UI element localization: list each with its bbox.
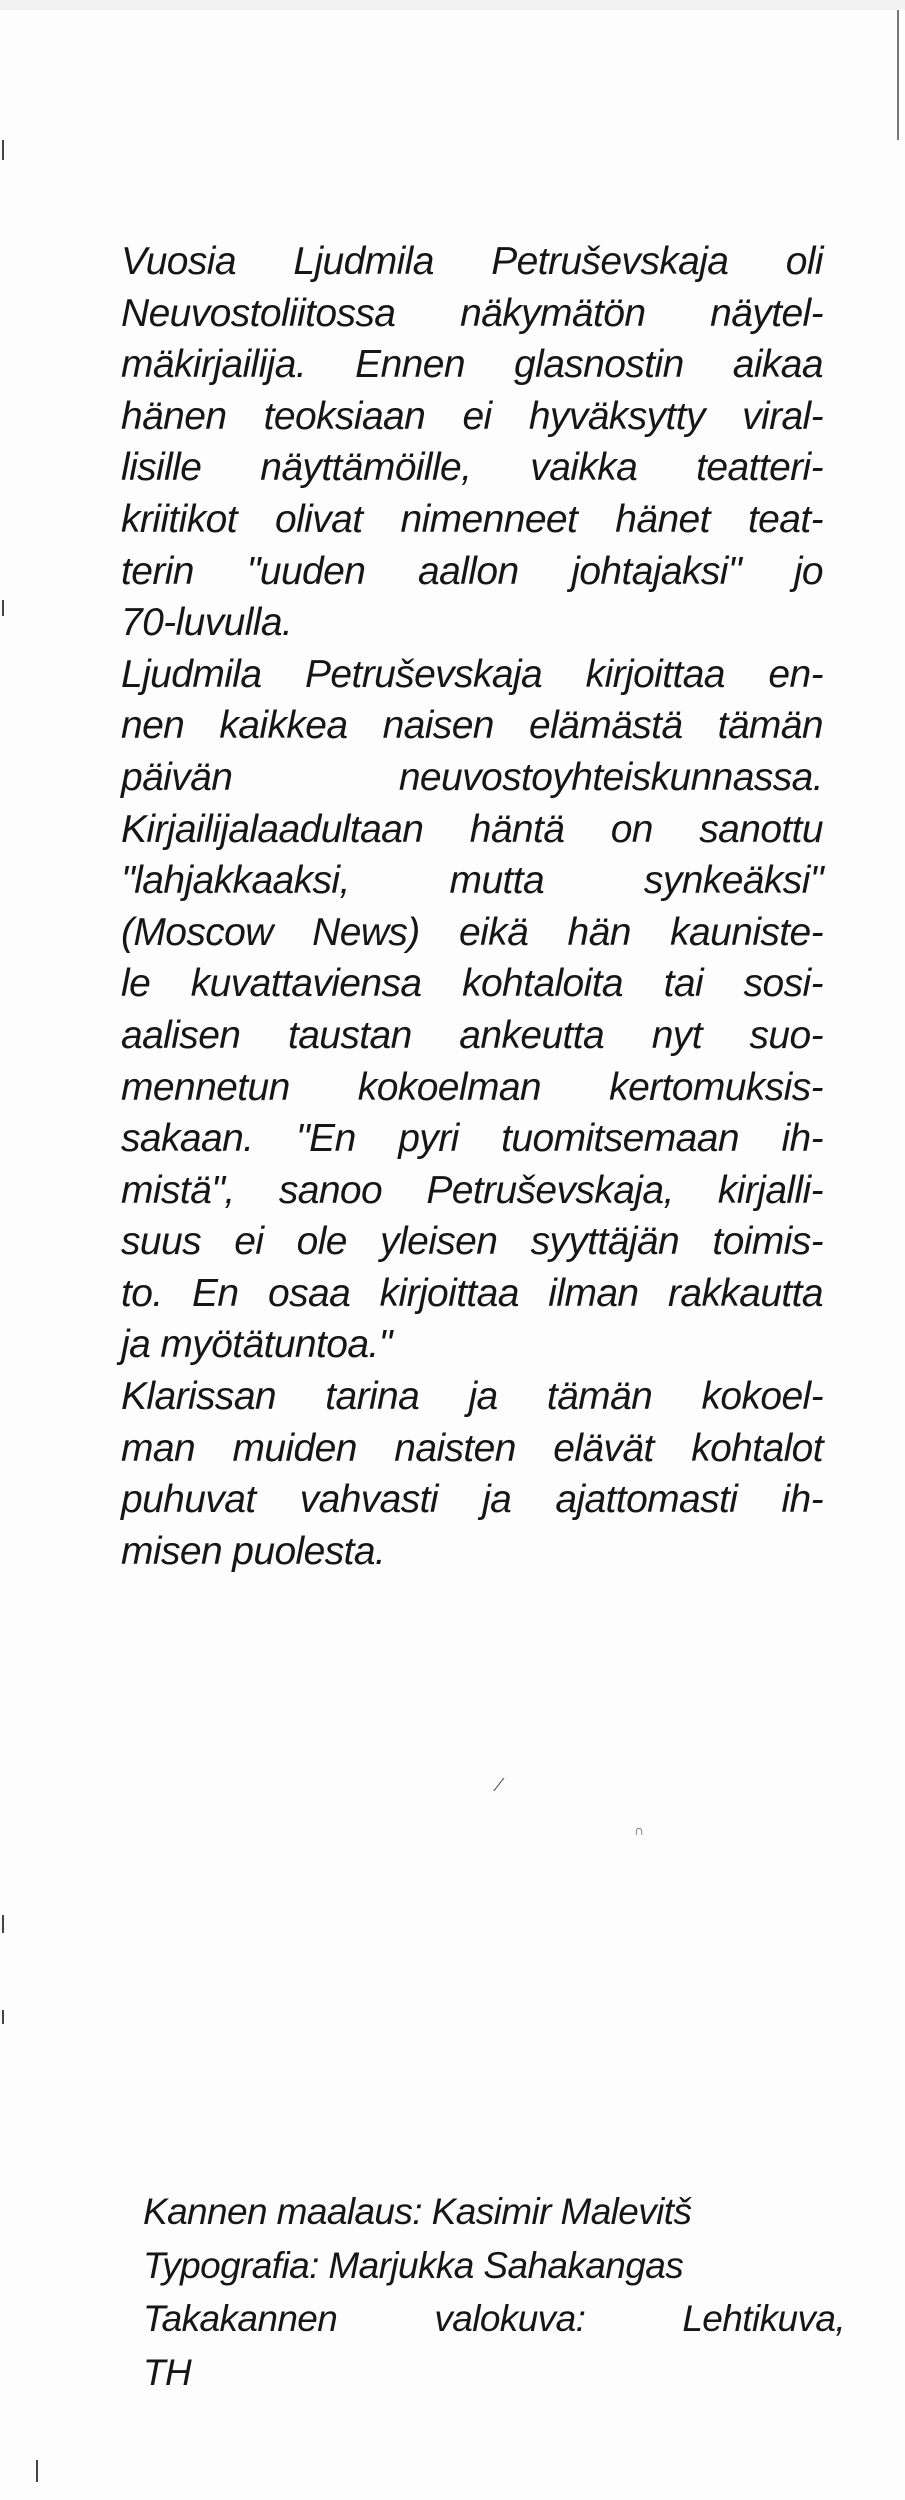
scan-edge-right	[897, 10, 899, 140]
description-line: to. En osaa kirjoittaa ilman rakkautta	[121, 1271, 823, 1315]
description-line: Neuvostoliitossa näkymätön näytel-	[121, 291, 823, 335]
description-line: aalisen taustan ankeutta nyt suo-	[121, 1013, 823, 1057]
description-line: mäkirjailija. Ennen glasnostin aikaa	[121, 343, 823, 387]
description-line: lisille näyttämöille, vaikka teatteri-	[121, 446, 823, 490]
description-line: puhuvat vahvasti ja ajattomasti ih-	[121, 1478, 823, 1522]
description-line: hänen teoksiaan ei hyväksytty viral-	[121, 394, 823, 438]
description-line: suus ei ole yleisen syyttäjän toimis-	[121, 1220, 823, 1264]
description-line: nen kaikkea naisen elämästä tämän	[121, 704, 823, 748]
scan-speck: ⁄	[498, 1775, 502, 1795]
scan-mark	[36, 2460, 38, 2482]
scan-edge-top	[0, 0, 905, 10]
description-line: kriitikot olivat nimenneet hänet teat-	[121, 497, 823, 541]
credit-line: Typografia: Marjukka Sahakangas	[143, 2244, 684, 2286]
scan-mark	[2, 1915, 4, 1933]
description-line: man muiden naisten elävät kohtalot	[121, 1426, 823, 1470]
description-text	[121, 236, 823, 1577]
credit-line: Kannen maalaus: Kasimir Malevitš	[143, 2191, 692, 2232]
description-line: Kirjailijalaadultaan häntä on sanottu	[121, 807, 823, 851]
description-line: misen puolesta.	[121, 1529, 386, 1573]
description-line: "lahjakkaaksi, mutta synkeäksi"	[121, 859, 823, 903]
description-line: päivän neuvostoyhteiskunnassa.	[121, 755, 823, 799]
description-line: 70-luvulla.	[121, 601, 293, 645]
scan-mark	[2, 140, 4, 160]
description-line: (Moscow News) eikä hän kauniste-	[121, 910, 823, 954]
scan-mark	[2, 2010, 4, 2024]
description-line: Vuosia Ljudmila Petruševskaja oli	[121, 240, 823, 283]
description-line: le kuvattaviensa kohtaloita tai sosi-	[121, 962, 823, 1006]
description-line: mistä", sanoo Petruševskaja, kirjalli-	[121, 1168, 823, 1212]
credit-line: Takakannen valokuva: Lehtikuva,	[143, 2298, 845, 2339]
scan-mark	[2, 600, 4, 616]
description-line: ja myötätuntoa."	[121, 1323, 392, 1367]
description-line: sakaan. "En pyri tuomitsemaan ih-	[121, 1117, 823, 1161]
description-line: Klarissan tarina ja tämän kokoel-	[121, 1375, 823, 1419]
description-line: terin "uuden aallon johtajaksi" jo	[121, 549, 823, 593]
scan-speck: ∩	[634, 1822, 645, 1838]
description-line: Ljudmila Petruševskaja kirjoittaa en-	[121, 652, 823, 696]
description-line: mennetun kokoelman kertomuksis-	[121, 1065, 823, 1109]
credits-text	[143, 2185, 845, 2399]
credit-line: TH	[143, 2351, 192, 2393]
